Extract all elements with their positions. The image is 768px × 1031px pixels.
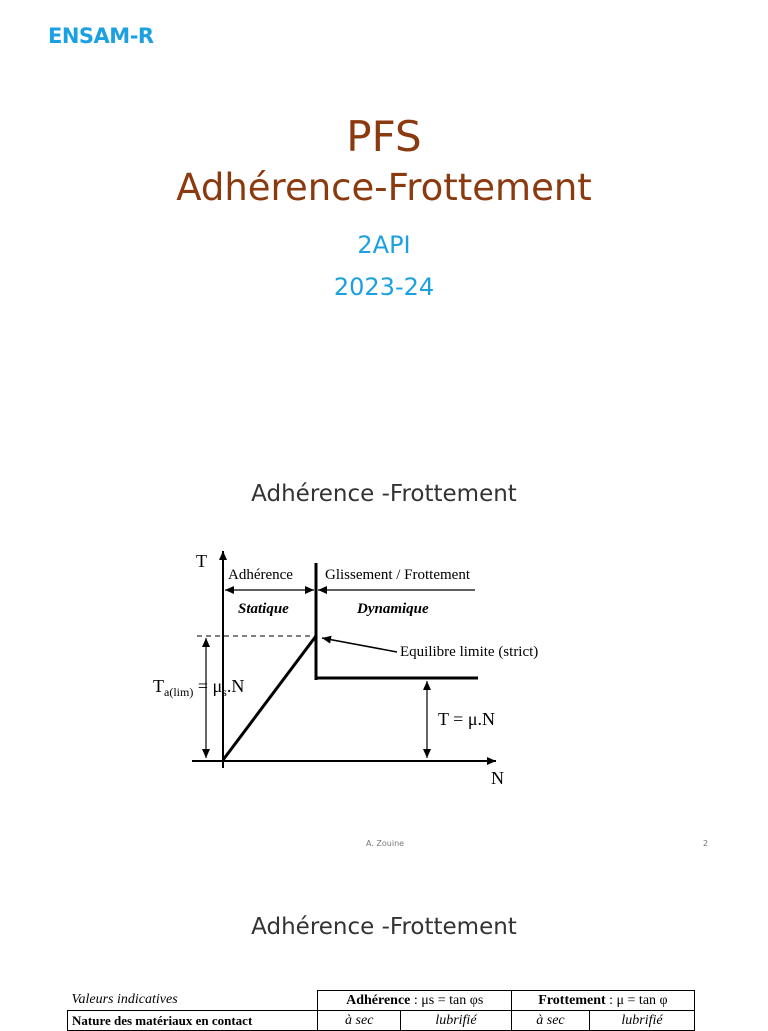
table-caption: Valeurs indicatives [71, 992, 178, 1008]
friction-values-table [67, 990, 695, 1031]
t-axis-label: T [196, 551, 207, 571]
equilibre-label: Equilibre limite (strict) [400, 644, 539, 660]
materials-header: Nature des matériaux en contact [68, 1011, 318, 1031]
cond-lub-frottement: lubrifié [590, 1011, 695, 1031]
n-axis-label: N [491, 768, 504, 788]
cond-dry-frottement: à sec [511, 1011, 589, 1031]
zone-glissement-label: Glissement / Frottement [325, 567, 470, 583]
dynamic-formula: T = μ.N [438, 709, 495, 729]
table-header-row [68, 991, 695, 1011]
page-subtitle: Adhérence-Frottement [176, 166, 592, 209]
brand-label: ENSAM-R [48, 24, 154, 48]
year-label: 2023-24 [333, 273, 435, 301]
slide-title-3: Adhérence -Frottement [251, 914, 517, 940]
frottement-header: Frottement : μ = tan φ [511, 991, 694, 1011]
equilibre-arrow [322, 638, 397, 652]
footer-author: A. Zouine [366, 839, 405, 848]
class-label: 2API [357, 231, 411, 259]
table-row [68, 1011, 695, 1031]
page-title: PFS [346, 112, 422, 161]
dynamique-label: Dynamique [357, 601, 429, 617]
slide-title: Adhérence -Frottement [251, 481, 517, 507]
statique-label: Statique [238, 601, 289, 617]
zone-adherence-label: Adhérence [228, 567, 293, 583]
static-limit-formula: $T_{a(lim)} = \mu_s.N$ [153, 676, 245, 699]
cond-dry-adherence: à sec [318, 1011, 401, 1031]
cond-lub-adherence: lubrifié [400, 1011, 511, 1031]
adherence-header: Adhérence : μs = tan φs [318, 991, 511, 1011]
page-number: 2 [703, 839, 709, 848]
